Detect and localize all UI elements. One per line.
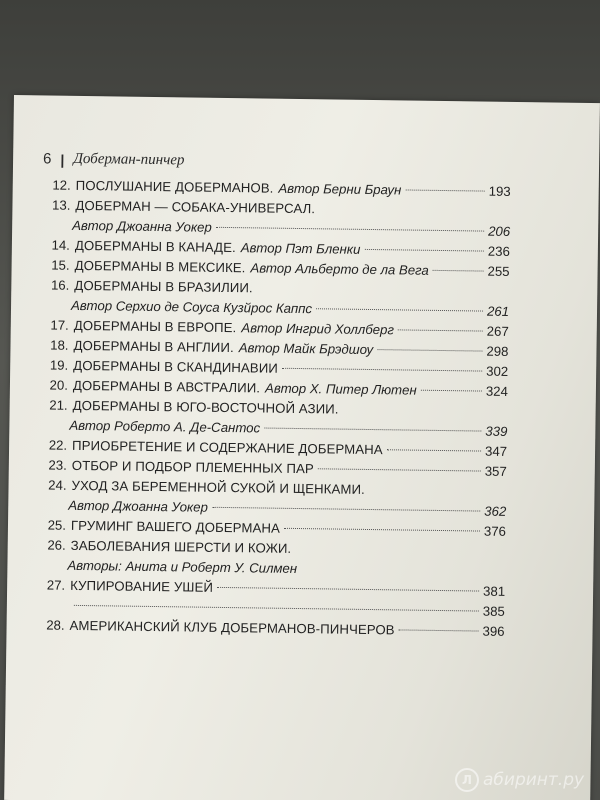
- dot-leader: [398, 329, 483, 331]
- dot-leader: [421, 390, 482, 392]
- entry-author: Автор Х. Питер Лютен: [265, 380, 417, 398]
- entry-page: 362: [484, 503, 507, 519]
- entry-author: Автор Майк Брэдшоу: [238, 340, 374, 358]
- dot-leader: [405, 189, 484, 191]
- entry-page: 267: [486, 323, 509, 339]
- entry-number: 20.: [49, 377, 69, 393]
- dot-leader: [284, 528, 480, 532]
- entry-number: 15.: [51, 257, 70, 273]
- entry-author: Автор Джоанна Уокер: [72, 217, 212, 235]
- dot-leader: [212, 507, 480, 512]
- entry-title: ДОБЕРМАНЫ В ЮГО-ВОСТОЧНОЙ АЗИИ.: [72, 397, 339, 417]
- book-page: [4, 95, 600, 800]
- entry-number: 17.: [50, 317, 69, 333]
- entry-title: ДОБЕРМАНЫ В АНГЛИИ.: [73, 337, 234, 356]
- header-separator: |: [60, 151, 65, 168]
- entry-page: 206: [488, 223, 511, 239]
- watermark: [455, 768, 584, 792]
- entry-page: 302: [486, 363, 509, 379]
- dot-leader: [264, 428, 481, 432]
- entry-page: 396: [482, 623, 505, 639]
- entry-number: 27.: [46, 577, 66, 593]
- toc-entry: [39, 395, 508, 442]
- entry-number: 26.: [47, 537, 66, 553]
- book-title: Доберман-пинчер: [73, 150, 185, 169]
- entry-page: 357: [484, 463, 507, 479]
- entry-number: 25.: [47, 517, 67, 533]
- entry-number: 19.: [49, 357, 69, 373]
- entry-author: Автор Альберто де ла Вега: [250, 260, 429, 278]
- toc-entry: [42, 195, 511, 242]
- entry-title: ДОБЕРМАНЫ В АВСТРАЛИИ.: [72, 377, 261, 396]
- entry-page: 324: [485, 383, 509, 399]
- dot-leader: [282, 368, 482, 372]
- entry-number: 16.: [50, 277, 70, 293]
- toc-entry: [38, 475, 507, 522]
- entry-number: 21.: [49, 397, 68, 413]
- dot-leader: [377, 349, 482, 351]
- entry-title: ДОБЕРМАНЫ В КАНАДЕ.: [74, 237, 236, 256]
- entry-number: 23.: [48, 457, 67, 473]
- dot-leader: [217, 587, 479, 592]
- entry-author: Автор Пэт Бленки: [240, 240, 361, 257]
- dot-leader: [316, 308, 483, 311]
- toc-entry: [37, 535, 506, 582]
- entry-title: ОТБОР И ПОДБОР ПЛЕМЕННЫХ ПАР: [71, 457, 314, 477]
- entry-author: Автор Берни Браун: [278, 180, 402, 198]
- entry-title: УХОД ЗА БЕРЕМЕННОЙ СУКОЙ И ЩЕНКАМИ.: [71, 477, 365, 497]
- entry-title: ДОБЕРМАНЫ В ЕВРОПЕ.: [73, 317, 237, 336]
- entry-title: ГРУМИНГ ВАШЕГО ДОБЕРМАНА: [70, 517, 281, 536]
- entry-page: 385: [482, 603, 505, 619]
- running-header: [43, 150, 185, 169]
- entry-number: 13.: [52, 197, 71, 213]
- entry-author: Авторы: Анита и Роберт У. Силмен: [67, 557, 298, 576]
- dot-leader: [364, 249, 483, 252]
- entry-number: 22.: [48, 437, 68, 453]
- entry-title: ЗАБОЛЕВАНИЯ ШЕРСТИ И КОЖИ.: [70, 537, 292, 556]
- entry-page: 298: [486, 343, 509, 359]
- dot-leader: [387, 449, 481, 451]
- dot-leader: [318, 468, 481, 471]
- entry-page: 339: [485, 423, 508, 439]
- entry-title: ДОБЕРМАНЫ В БРАЗИЛИИ.: [74, 277, 253, 296]
- entry-page: 347: [484, 443, 508, 459]
- entry-number: 12.: [52, 177, 71, 193]
- entry-author: Автор Джоанна Уокер: [68, 497, 208, 515]
- entry-title: КУПИРОВАНИЕ УШЕЙ: [70, 577, 214, 595]
- entry-page: 236: [487, 243, 510, 259]
- entry-page: 381: [482, 583, 506, 599]
- entry-number: 14.: [51, 237, 71, 253]
- entry-page: 261: [486, 303, 510, 319]
- entry-author: Автор Ингрид Холлберг: [241, 320, 394, 338]
- entry-author: Автор Серхио де Соуса Кузйрос Каппс: [70, 297, 313, 317]
- table-of-contents: [36, 175, 510, 641]
- entry-title: ПРИОБРЕТЕНИЕ И СОДЕРЖАНИЕ ДОБЕРМАНА: [72, 437, 383, 458]
- watermark-logo: Л: [455, 768, 479, 792]
- entry-page: 193: [488, 183, 511, 199]
- entry-title: ДОБЕРМАНЫ В СКАНДИНАВИИ: [73, 357, 279, 376]
- entry-number: 18.: [50, 337, 69, 353]
- entry-page: 255: [487, 263, 510, 279]
- dot-leader: [74, 605, 479, 612]
- entry-page: 376: [483, 523, 507, 539]
- page-number: 6: [42, 150, 52, 168]
- entry-number: 24.: [48, 477, 67, 493]
- entry-title: АМЕРИКАНСКИЙ КЛУБ ДОБЕРМАНОВ-ПИНЧЕРОВ: [69, 617, 395, 638]
- dot-leader: [216, 227, 484, 232]
- entry-title: ПОСЛУШАНИЕ ДОБЕРМАНОВ.: [75, 177, 274, 196]
- watermark-text: абиринт.ру: [483, 770, 585, 790]
- entry-number: 28.: [46, 617, 65, 633]
- dot-leader: [399, 629, 479, 631]
- entry-title: ДОБЕРМАНЫ В МЕКСИКЕ.: [74, 257, 246, 276]
- dot-leader: [433, 270, 484, 272]
- entry-title: ДОБЕРМАН — СОБАКА-УНИВЕРСАЛ.: [75, 197, 316, 217]
- toc-entry: [41, 275, 510, 322]
- entry-author: Автор Роберто А. Де-Сантос: [69, 417, 261, 436]
